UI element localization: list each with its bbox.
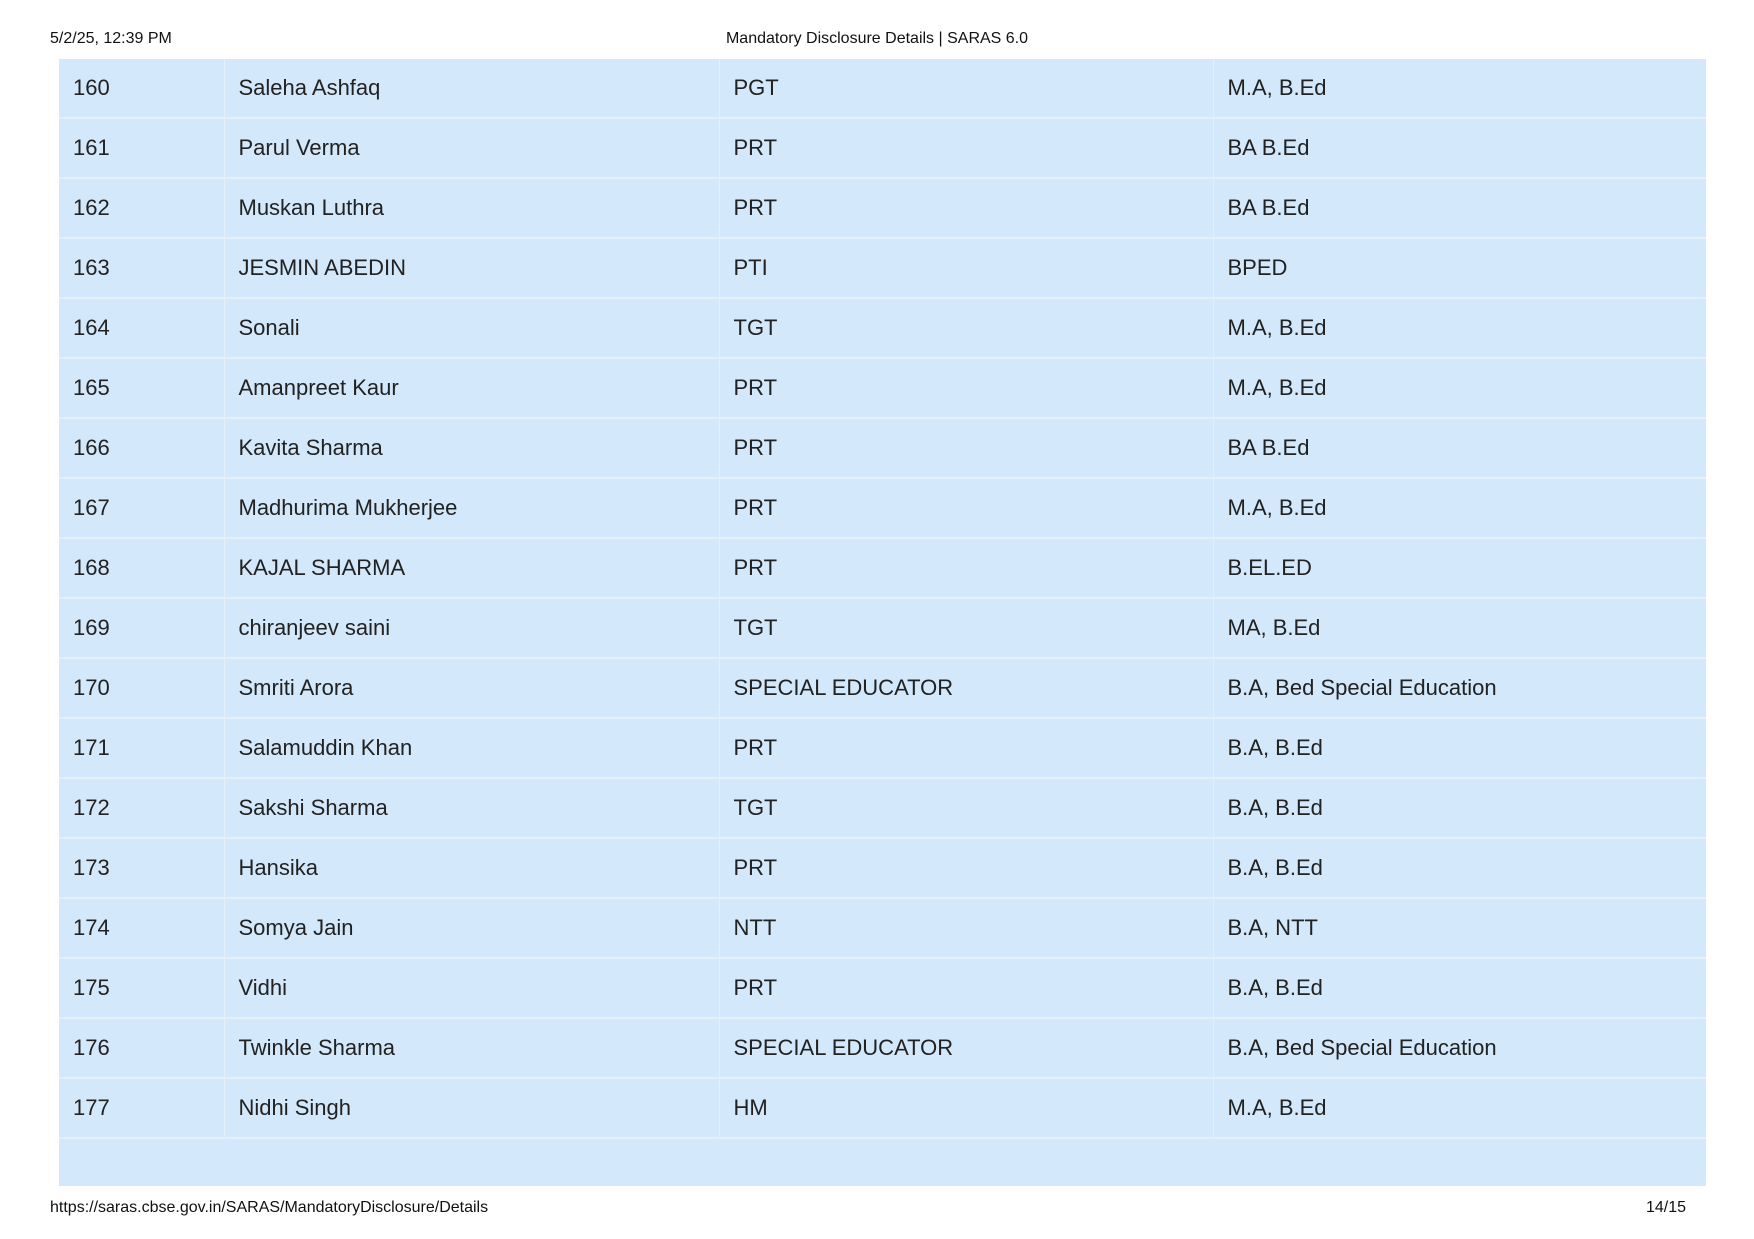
table-row bbox=[59, 118, 1706, 178]
table-row bbox=[59, 718, 1706, 778]
table-row bbox=[59, 1078, 1706, 1138]
cell-name: Muskan Luthra bbox=[224, 178, 719, 238]
cell-designation: HM bbox=[719, 1078, 1213, 1138]
cell-designation: NTT bbox=[719, 898, 1213, 958]
print-datetime: 5/2/25, 12:39 PM bbox=[50, 30, 172, 47]
cell-qualification: B.A, B.Ed bbox=[1213, 838, 1706, 898]
cell-serial-number: 176 bbox=[59, 1018, 224, 1078]
cell-name: Hansika bbox=[224, 838, 719, 898]
cell-designation: TGT bbox=[719, 298, 1213, 358]
cell-name: Smriti Arora bbox=[224, 658, 719, 718]
table-row bbox=[59, 418, 1706, 478]
cell-qualification: M.A, B.Ed bbox=[1213, 358, 1706, 418]
cell-name: Salamuddin Khan bbox=[224, 718, 719, 778]
cell-name: Parul Verma bbox=[224, 118, 719, 178]
cell-designation: PRT bbox=[719, 358, 1213, 418]
cell-serial-number: 172 bbox=[59, 778, 224, 838]
cell-designation: PTI bbox=[719, 238, 1213, 298]
page-title: Mandatory Disclosure Details | SARAS 6.0 bbox=[725, 30, 1029, 47]
cell-serial-number: 164 bbox=[59, 298, 224, 358]
cell-name: KAJAL SHARMA bbox=[224, 538, 719, 598]
cell-name: Twinkle Sharma bbox=[224, 1018, 719, 1078]
table-row bbox=[59, 478, 1706, 538]
table-row bbox=[59, 538, 1706, 598]
cell-qualification: B.A, B.Ed bbox=[1213, 958, 1706, 1018]
print-footer bbox=[50, 1199, 1704, 1221]
table-row bbox=[59, 59, 1706, 118]
table-row bbox=[59, 238, 1706, 298]
table-row bbox=[59, 1018, 1706, 1078]
cell-name: Sonali bbox=[224, 298, 719, 358]
cell-qualification: MA, B.Ed bbox=[1213, 598, 1706, 658]
staff-table-body bbox=[59, 59, 1706, 1138]
cell-qualification: B.A, Bed Special Education bbox=[1213, 658, 1706, 718]
cell-serial-number: 162 bbox=[59, 178, 224, 238]
table-row bbox=[59, 958, 1706, 1018]
table-row bbox=[59, 358, 1706, 418]
cell-designation: PRT bbox=[719, 478, 1213, 538]
cell-serial-number: 171 bbox=[59, 718, 224, 778]
cell-serial-number: 170 bbox=[59, 658, 224, 718]
cell-name: Somya Jain bbox=[224, 898, 719, 958]
cell-designation: PRT bbox=[719, 958, 1213, 1018]
cell-name: Kavita Sharma bbox=[224, 418, 719, 478]
cell-serial-number: 160 bbox=[59, 59, 224, 118]
cell-serial-number: 173 bbox=[59, 838, 224, 898]
cell-designation: PGT bbox=[719, 59, 1213, 118]
cell-serial-number: 165 bbox=[59, 358, 224, 418]
staff-table-panel bbox=[59, 59, 1706, 1186]
cell-designation: PRT bbox=[719, 118, 1213, 178]
cell-serial-number: 168 bbox=[59, 538, 224, 598]
table-row bbox=[59, 778, 1706, 838]
cell-qualification: B.A, Bed Special Education bbox=[1213, 1018, 1706, 1078]
cell-designation: PRT bbox=[719, 418, 1213, 478]
page-number: 14/15 bbox=[1645, 1199, 1686, 1216]
cell-serial-number: 161 bbox=[59, 118, 224, 178]
cell-serial-number: 174 bbox=[59, 898, 224, 958]
cell-designation: PRT bbox=[719, 838, 1213, 898]
cell-designation: TGT bbox=[719, 778, 1213, 838]
cell-qualification: B.EL.ED bbox=[1213, 538, 1706, 598]
cell-qualification: BA B.Ed bbox=[1213, 178, 1706, 238]
staff-table bbox=[59, 59, 1706, 1139]
cell-name: Nidhi Singh bbox=[224, 1078, 719, 1138]
cell-designation: PRT bbox=[719, 718, 1213, 778]
page-url[interactable]: https://saras.cbse.gov.in/SARAS/MandatoryDisclosure/Details bbox=[50, 1199, 489, 1216]
cell-name: Amanpreet Kaur bbox=[224, 358, 719, 418]
cell-designation: PRT bbox=[719, 178, 1213, 238]
print-header bbox=[50, 30, 1704, 52]
table-row bbox=[59, 898, 1706, 958]
cell-designation: SPECIAL EDUCATOR bbox=[719, 658, 1213, 718]
table-row bbox=[59, 598, 1706, 658]
cell-serial-number: 167 bbox=[59, 478, 224, 538]
cell-qualification: BPED bbox=[1213, 238, 1706, 298]
cell-serial-number: 166 bbox=[59, 418, 224, 478]
cell-qualification: BA B.Ed bbox=[1213, 418, 1706, 478]
table-row bbox=[59, 178, 1706, 238]
cell-qualification: M.A, B.Ed bbox=[1213, 298, 1706, 358]
table-row bbox=[59, 658, 1706, 718]
cell-serial-number: 163 bbox=[59, 238, 224, 298]
cell-qualification: B.A, B.Ed bbox=[1213, 718, 1706, 778]
cell-qualification: M.A, B.Ed bbox=[1213, 1078, 1706, 1138]
cell-designation: SPECIAL EDUCATOR bbox=[719, 1018, 1213, 1078]
cell-qualification: B.A, B.Ed bbox=[1213, 778, 1706, 838]
cell-designation: TGT bbox=[719, 598, 1213, 658]
cell-qualification: M.A, B.Ed bbox=[1213, 59, 1706, 118]
cell-name: Sakshi Sharma bbox=[224, 778, 719, 838]
cell-qualification: M.A, B.Ed bbox=[1213, 478, 1706, 538]
cell-serial-number: 169 bbox=[59, 598, 224, 658]
cell-name: Vidhi bbox=[224, 958, 719, 1018]
cell-name: Madhurima Mukherjee bbox=[224, 478, 719, 538]
cell-name: JESMIN ABEDIN bbox=[224, 238, 719, 298]
table-row bbox=[59, 298, 1706, 358]
cell-qualification: B.A, NTT bbox=[1213, 898, 1706, 958]
cell-serial-number: 175 bbox=[59, 958, 224, 1018]
table-row bbox=[59, 838, 1706, 898]
cell-designation: PRT bbox=[719, 538, 1213, 598]
cell-name: chiranjeev saini bbox=[224, 598, 719, 658]
cell-serial-number: 177 bbox=[59, 1078, 224, 1138]
cell-name: Saleha Ashfaq bbox=[224, 59, 719, 118]
cell-qualification: BA B.Ed bbox=[1213, 118, 1706, 178]
